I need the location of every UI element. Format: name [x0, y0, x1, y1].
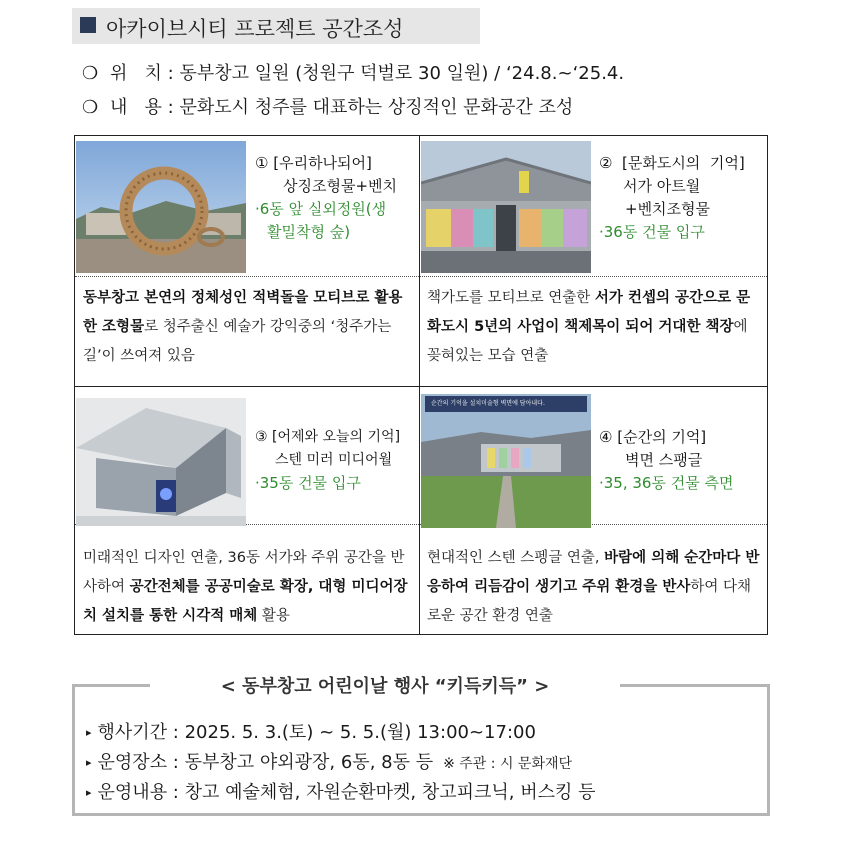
- photo-bookshelf-artwall: [421, 141, 591, 273]
- grid-divider: [75, 276, 767, 277]
- item-2-description: 책가도를 모티브로 연출한 서가 컨셉의 공간으로 문화도시 5년의 사업이 책제목이 되어 거대한 책장에 꽂혀있는 모습 연출: [427, 290, 751, 364]
- content-value: 문화도시 청주를 대표하는 상징적인 문화공간 조성: [179, 97, 574, 118]
- event-venue: ▸ 운영장소 : 동부창고 야외광장, 6동, 8동 등 ※ 주관 : 시 문화재단: [86, 752, 573, 773]
- item-3-name: ③ [어제와 오늘의 기억]: [255, 429, 401, 445]
- item-3-caption: [255, 426, 415, 495]
- item-4-name: ④ [순간의 기억]: [599, 428, 707, 446]
- item-1-name: ① [우리하나되어]: [255, 154, 372, 172]
- item-1-location-2: 활밀착형 숲): [267, 223, 351, 241]
- circle-bullet-icon: ❍: [82, 63, 99, 84]
- item-4-name-2: 벽면 스팽글: [625, 451, 703, 469]
- project-grid: [74, 135, 768, 635]
- section-title: 아카이브시티 프로젝트 공간조성: [106, 17, 404, 41]
- item-3-location: ·35동 건물 입구: [255, 474, 361, 492]
- item-2-location: ·36동 건물 입구: [599, 223, 705, 241]
- item-1-name-2: 상징조형물+벤치: [283, 177, 397, 195]
- item-1-location: ·6동 앞 실외정원(생: [255, 200, 387, 218]
- item-3-description: 미래적인 디자인 연출, 36동 서가와 주위 공간을 반사하여 공간전체를 공공미술로 확장, 대형 미디어장치 설치를 통한 시각적 매체 활용: [83, 550, 408, 624]
- item-1-description: 동부창고 본연의 정체성인 적벽돌을 모티브로 활용한 조형물로 청주출신 예술가 강익중의 ‘청주가는길’이 쓰여져 있음: [83, 290, 403, 364]
- location-label: 위 치: [110, 63, 162, 84]
- triangle-bullet-icon: ▸: [86, 756, 92, 769]
- triangle-bullet-icon: ▸: [86, 726, 92, 739]
- item-2-name: ② [문화도시의 기억]: [599, 154, 745, 172]
- photo-wall-sequins: [421, 394, 591, 528]
- photo-mirror-mediawall: [76, 398, 246, 526]
- event-organizer-note: ※ 주관 : 시 문화재단: [443, 756, 573, 772]
- section-title-bar: [72, 8, 480, 44]
- grid-divider: [75, 386, 767, 387]
- item-2-name-2: 서가 아트월: [623, 177, 701, 195]
- photo-4-banner: 순간의 기억을 설치미술형 벽면에 담아내다.: [431, 400, 545, 407]
- item-2-name-3: +벤치조형물: [625, 200, 711, 218]
- content-line: ❍ 내 용 : 문화도시 청주를 대표하는 상징적인 문화공간 조성: [82, 97, 574, 118]
- grid-divider: [419, 136, 420, 634]
- photo-sculpture: [76, 141, 246, 273]
- triangle-bullet-icon: ▸: [86, 786, 92, 799]
- location-line: ❍ 위 치 : 동부창고 일원 (청원구 덕벌로 30 일원) / ‘24.8.~‘25.4.: [82, 63, 625, 84]
- square-bullet-icon: [80, 17, 96, 33]
- event-content: ▸ 운영내용 : 창고 예술체험, 자원순환마켓, 창고피크닉, 버스킹 등: [86, 782, 596, 803]
- item-4-description: 현대적인 스텐 스펭글 연출, 바람에 의해 순간마다 반응하여 리듬감이 생기고 주위 환경을 반사하여 다채로운 공간 환경 연출: [427, 550, 760, 624]
- event-title: < 동부창고 어린이날 행사 “키득키득” >: [150, 672, 620, 698]
- item-3-name-2: 스텐 미러 미디어월: [275, 452, 393, 468]
- item-4-location: ·35, 36동 건물 측면: [599, 474, 734, 492]
- content-label: 내 용: [110, 97, 162, 118]
- item-1-caption: [255, 152, 397, 244]
- location-value: 동부창고 일원 (청원구 덕벌로 30 일원) / ‘24.8.~‘25.4.: [179, 63, 625, 84]
- item-4-caption: [599, 426, 761, 495]
- circle-bullet-icon: ❍: [82, 97, 99, 118]
- event-period: ▸ 행사기간 : 2025. 5. 3.(토) ~ 5. 5.(월) 13:00~17:00: [86, 722, 536, 743]
- item-2-caption: [599, 152, 761, 244]
